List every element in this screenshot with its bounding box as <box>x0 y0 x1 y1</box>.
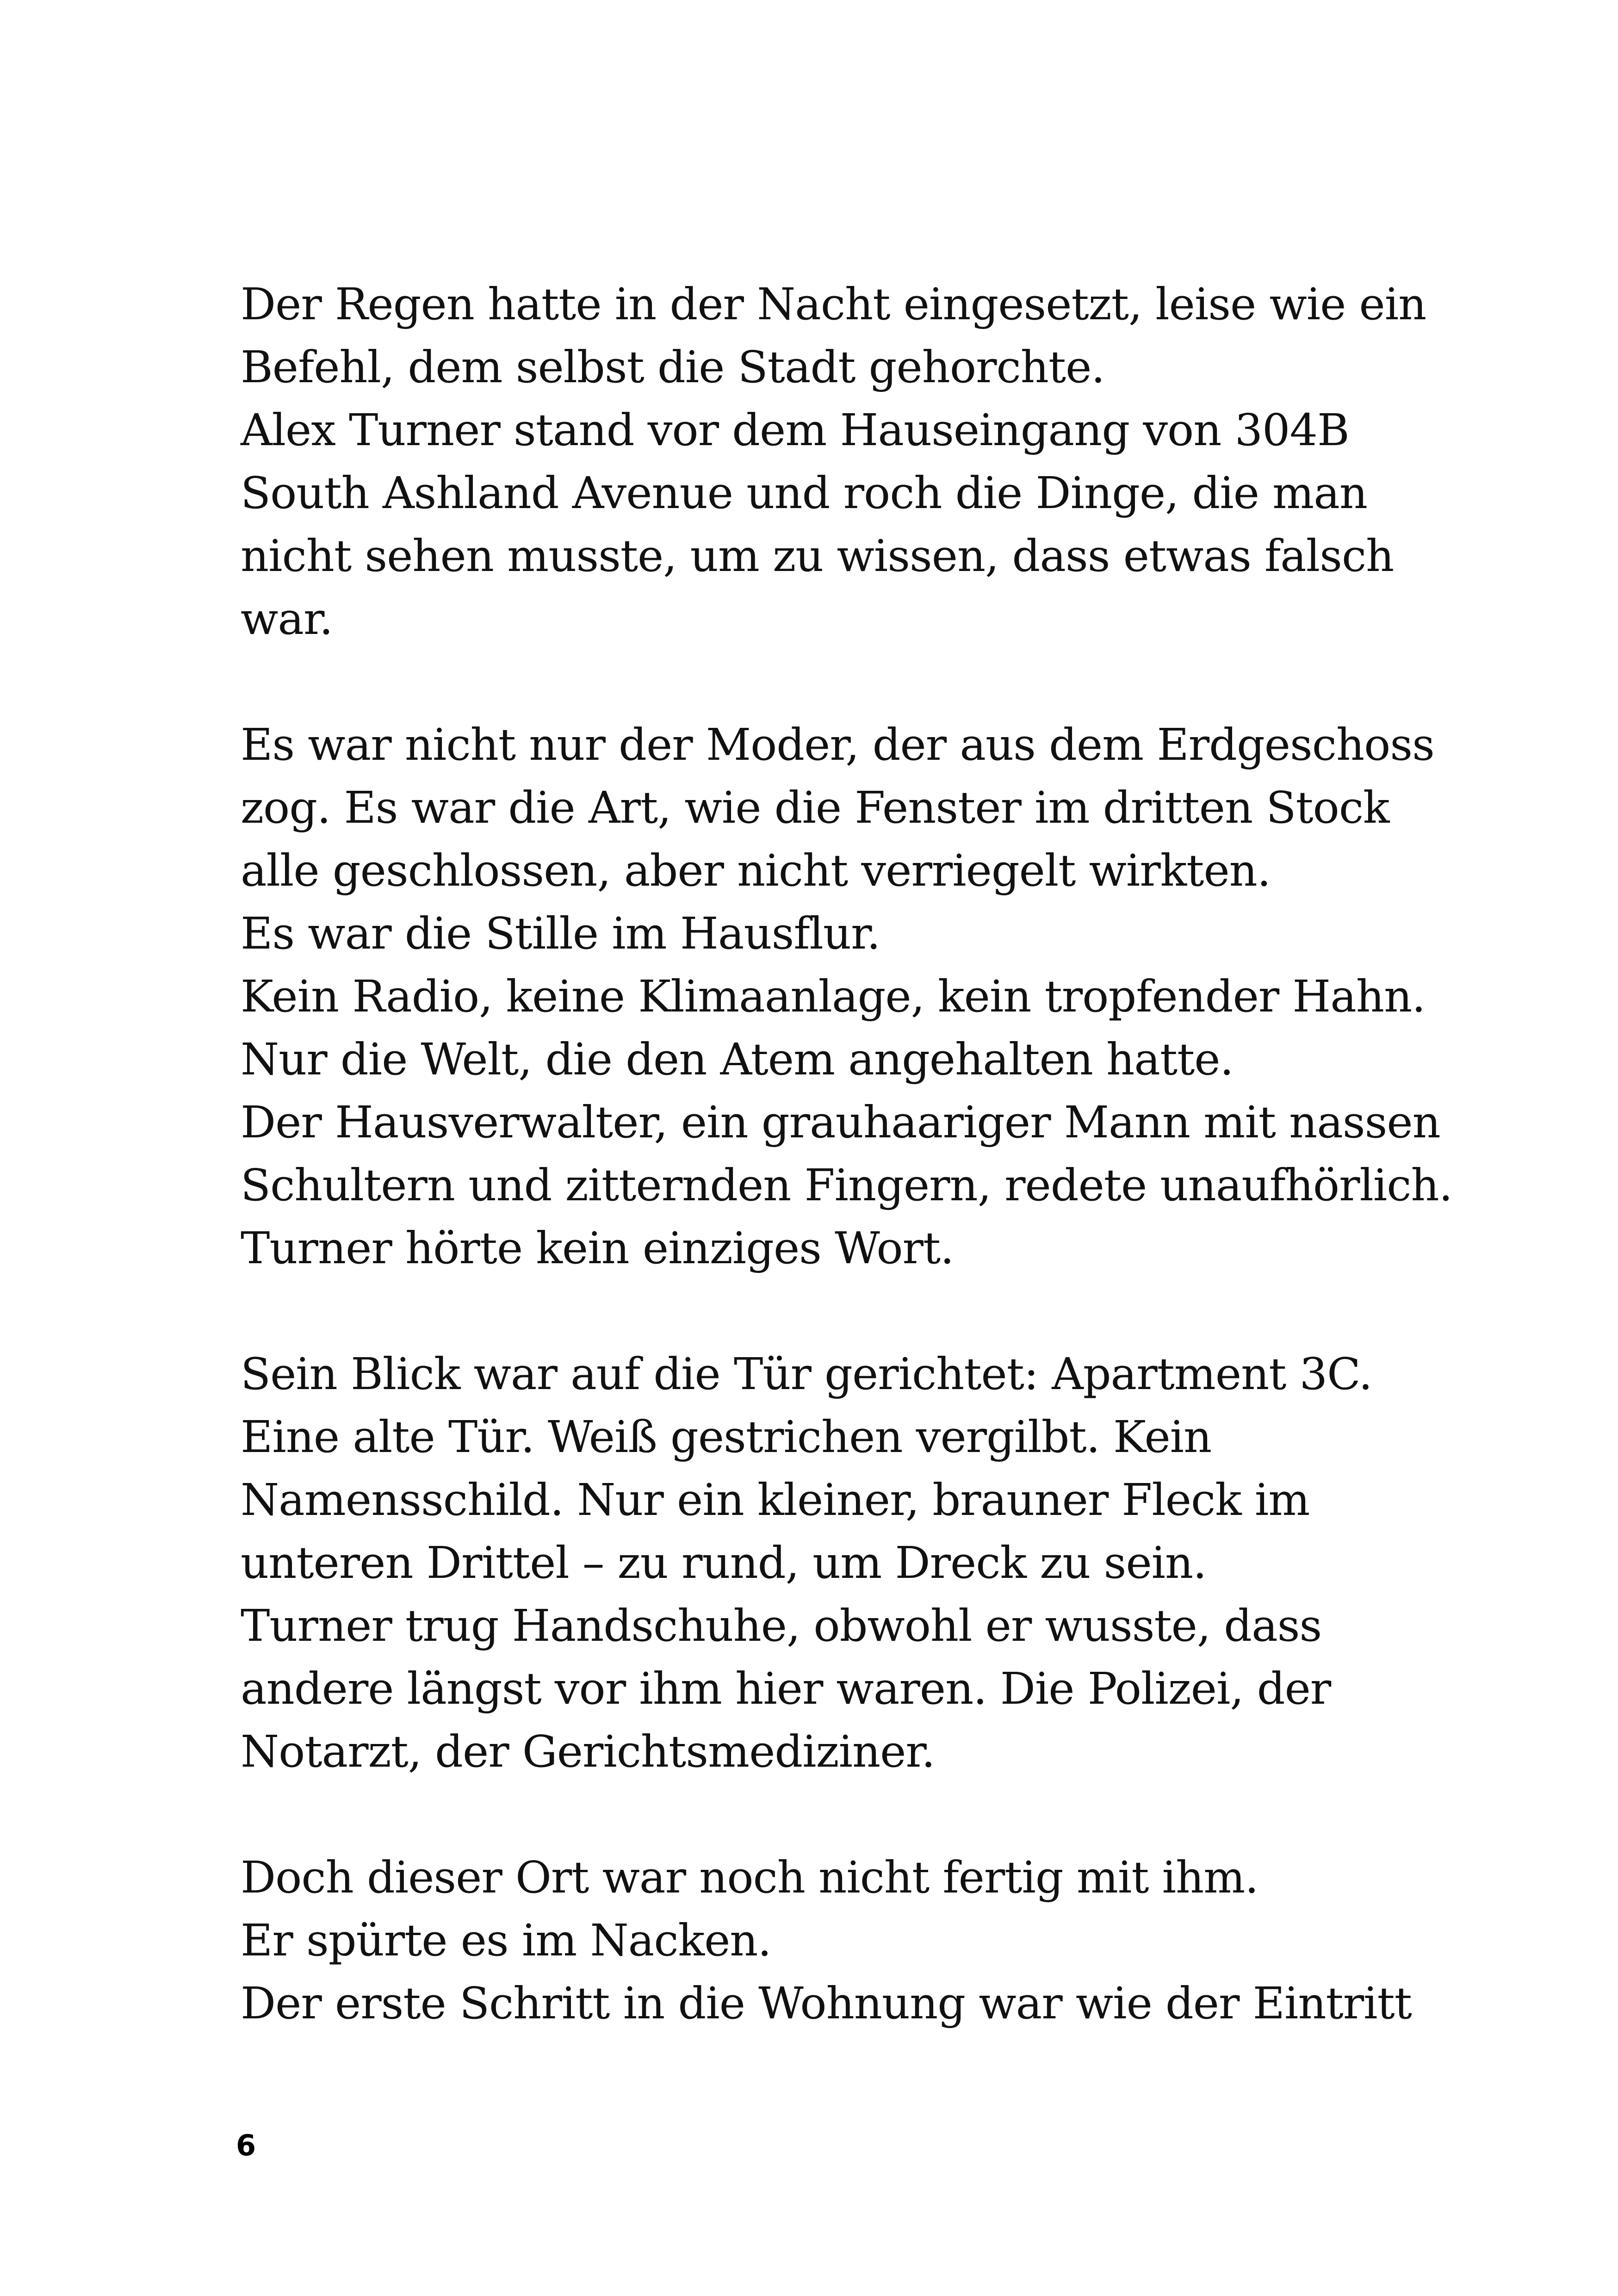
text-line: andere längst vor ihm hier waren. Die Polizei, der <box>241 1663 1331 1714</box>
text-line: nicht sehen musste, um zu wissen, dass etwas falsch <box>241 531 1394 582</box>
text-line: alle geschlossen, aber nicht verriegelt wirkten. <box>241 845 1271 896</box>
paragraph-gap <box>241 651 1518 714</box>
text-line: Alex Turner stand vor dem Hauseingang von 304B <box>241 405 1349 456</box>
text-line: Er spürte es im Nacken. <box>241 1915 771 1966</box>
paragraph-gap <box>241 1783 1518 1846</box>
text-line: Turner trug Handschuhe, obwohl er wusste, dass <box>241 1601 1322 1651</box>
text-line: Notarzt, der Gerichtsmediziner. <box>241 1726 935 1777</box>
text-line: war. <box>241 594 333 645</box>
text-line: unteren Drittel – zu rund, um Dreck zu sein. <box>241 1538 1207 1589</box>
text-line: zog. Es war die Art, wie die Fenster im dritten Stock <box>241 782 1389 833</box>
text-line: Kein Radio, keine Klimaanlage, kein tropfender Hahn. <box>241 971 1426 1022</box>
text-line: Es war nicht nur der Moder, der aus dem Erdgeschoss <box>241 720 1434 770</box>
body-text <box>241 273 1518 2035</box>
text-line: Eine alte Tür. Weiß gestrichen vergilbt. Kein <box>241 1412 1212 1463</box>
text-line: Der Regen hatte in der Nacht eingesetzt, leise wie ein <box>241 279 1426 330</box>
text-line: Doch dieser Ort war noch nicht fertig mit ihm. <box>241 1852 1258 1903</box>
paragraph <box>241 1343 1518 1783</box>
paragraph <box>241 1846 1518 2035</box>
text-line: Der erste Schritt in die Wohnung war wie der Eintritt <box>241 1978 1412 2029</box>
text-line: Sein Blick war auf die Tür gerichtet: Apartment 3C. <box>241 1349 1372 1400</box>
text-line: Schultern und zitternden Fingern, redete unaufhörlich. <box>241 1160 1452 1211</box>
text-line: Es war die Stille im Hausflur. <box>241 908 880 959</box>
paragraph <box>241 714 1518 1280</box>
text-line: South Ashland Avenue und roch die Dinge, die man <box>241 468 1368 519</box>
text-line: Befehl, dem selbst die Stadt gehorchte. <box>241 342 1105 393</box>
text-line: Namensschild. Nur ein kleiner, brauner Fleck im <box>241 1475 1310 1526</box>
paragraph <box>241 273 1518 651</box>
page-number: 6 <box>236 2128 256 2162</box>
text-line: Turner hörte kein einziges Wort. <box>241 1223 954 1274</box>
paragraph-gap <box>241 1280 1518 1343</box>
text-line: Nur die Welt, die den Atem angehalten hatte. <box>241 1034 1234 1085</box>
text-line: Der Hausverwalter, ein grauhaariger Mann mit nassen <box>241 1097 1440 1148</box>
